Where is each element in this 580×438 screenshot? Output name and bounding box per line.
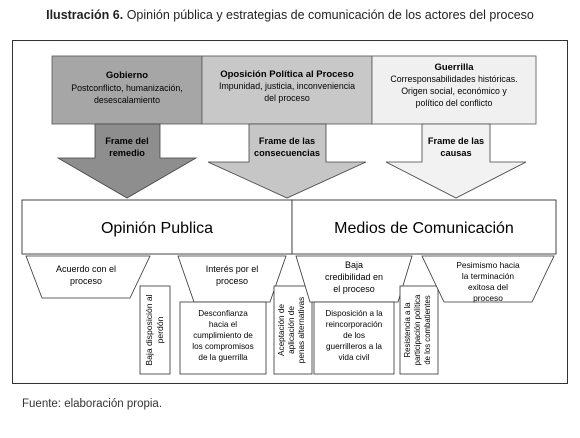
label-acuerdo: proceso [69,276,103,286]
caption-label: Ilustración 6. [46,8,124,22]
label-pesimismo: exitosa del [467,282,509,292]
label-pesimismo: la terminación [461,271,515,281]
label-resistencia: participación política [413,294,422,366]
actor-guerrilla-title: Guerrilla [434,62,474,73]
label-pesimismo: Pesimismo hacia [456,260,520,270]
band-medios-label: Medios de Comunicación [334,220,514,237]
arrow-frame-remedio [58,124,196,198]
label-desconfianza: hacia el [208,320,238,329]
actor-oposicion [202,56,372,124]
label-disposicion-reincorporacion: de los [343,331,365,340]
label-baja-credibilidad: el proceso [333,284,375,294]
label-acuerdo: Acuerdo con el [55,264,117,274]
label-baja-disposicion: Baja disposición al [144,294,154,366]
actor-oposicion-line: Impunidad, justicia, inconveniencia [219,81,355,91]
arrow-frame-consecuencias [208,124,366,198]
label-desconfianza: de la guerrilla [198,353,248,362]
label-resistencia: de los combatientes [423,295,432,365]
actor-gobierno-line: desescalamiento [93,95,161,105]
label-disposicion-reincorporacion: guerrilleros a la [326,342,382,351]
band-opinion-publica-label: Opinión Publica [100,220,214,237]
label-disposicion-reincorporacion: Disposición a la [325,309,383,318]
actor-gobierno-line: Postconflicto, humanización, [71,83,183,93]
label-desconfianza: cumplimiento de [193,331,253,340]
label-pesimismo: proceso [473,293,503,303]
label-aceptacion: Aceptación de [277,304,286,356]
actor-guerrilla-line: Corresponsabilidades históricas. [390,74,518,84]
arrow-frame-consecuencias-label: Frame de las [258,136,316,146]
caption-text: Opinión pública y estrategias de comunicación de los actores del proceso [123,8,534,22]
actor-gobierno-title: Gobierno [105,70,149,81]
actor-guerrilla [372,56,536,124]
label-desconfianza: los compromisos [192,342,254,351]
arrow-frame-causas-label: Frame de las [427,136,485,146]
label-interes: Interés por el [205,264,259,274]
lower-section [26,256,554,374]
figure-caption [0,8,580,22]
actor-oposicion-line: del proceso [264,93,310,103]
actor-gobierno [52,56,202,124]
arrow-frame-consecuencias-label: consecuencias [254,148,320,158]
label-baja-disposicion: perdón [155,316,165,344]
label-desconfianza: Desconfianza [198,309,248,318]
label-baja-credibilidad: Baja [344,260,364,270]
actor-guerrilla-line: político del conflicto [415,98,493,108]
arrow-frame-causas-label: causas [440,148,472,158]
arrow-frame-causas [386,124,526,198]
label-disposicion-reincorporacion: vida civil [338,353,370,362]
label-aceptacion: aplicación de [287,306,296,354]
label-aceptacion: penas alternativas [297,296,306,364]
actor-guerrilla-line: Origen social, económico y [401,86,507,96]
label-disposicion-reincorporacion: reincorporación [325,320,383,329]
arrow-frame-remedio-label: Frame del [105,136,149,146]
source-note: Fuente: elaboración propia. [22,398,163,410]
actor-oposicion-title: Oposición Política al Proceso [220,69,354,80]
communication-diagram [12,40,568,384]
label-baja-credibilidad: credibilidad en [324,272,384,282]
central-band [22,200,556,254]
arrow-frame-remedio-label: remedio [109,148,145,158]
label-resistencia: Resistencia a la [403,302,412,358]
label-interes: proceso [215,276,249,286]
